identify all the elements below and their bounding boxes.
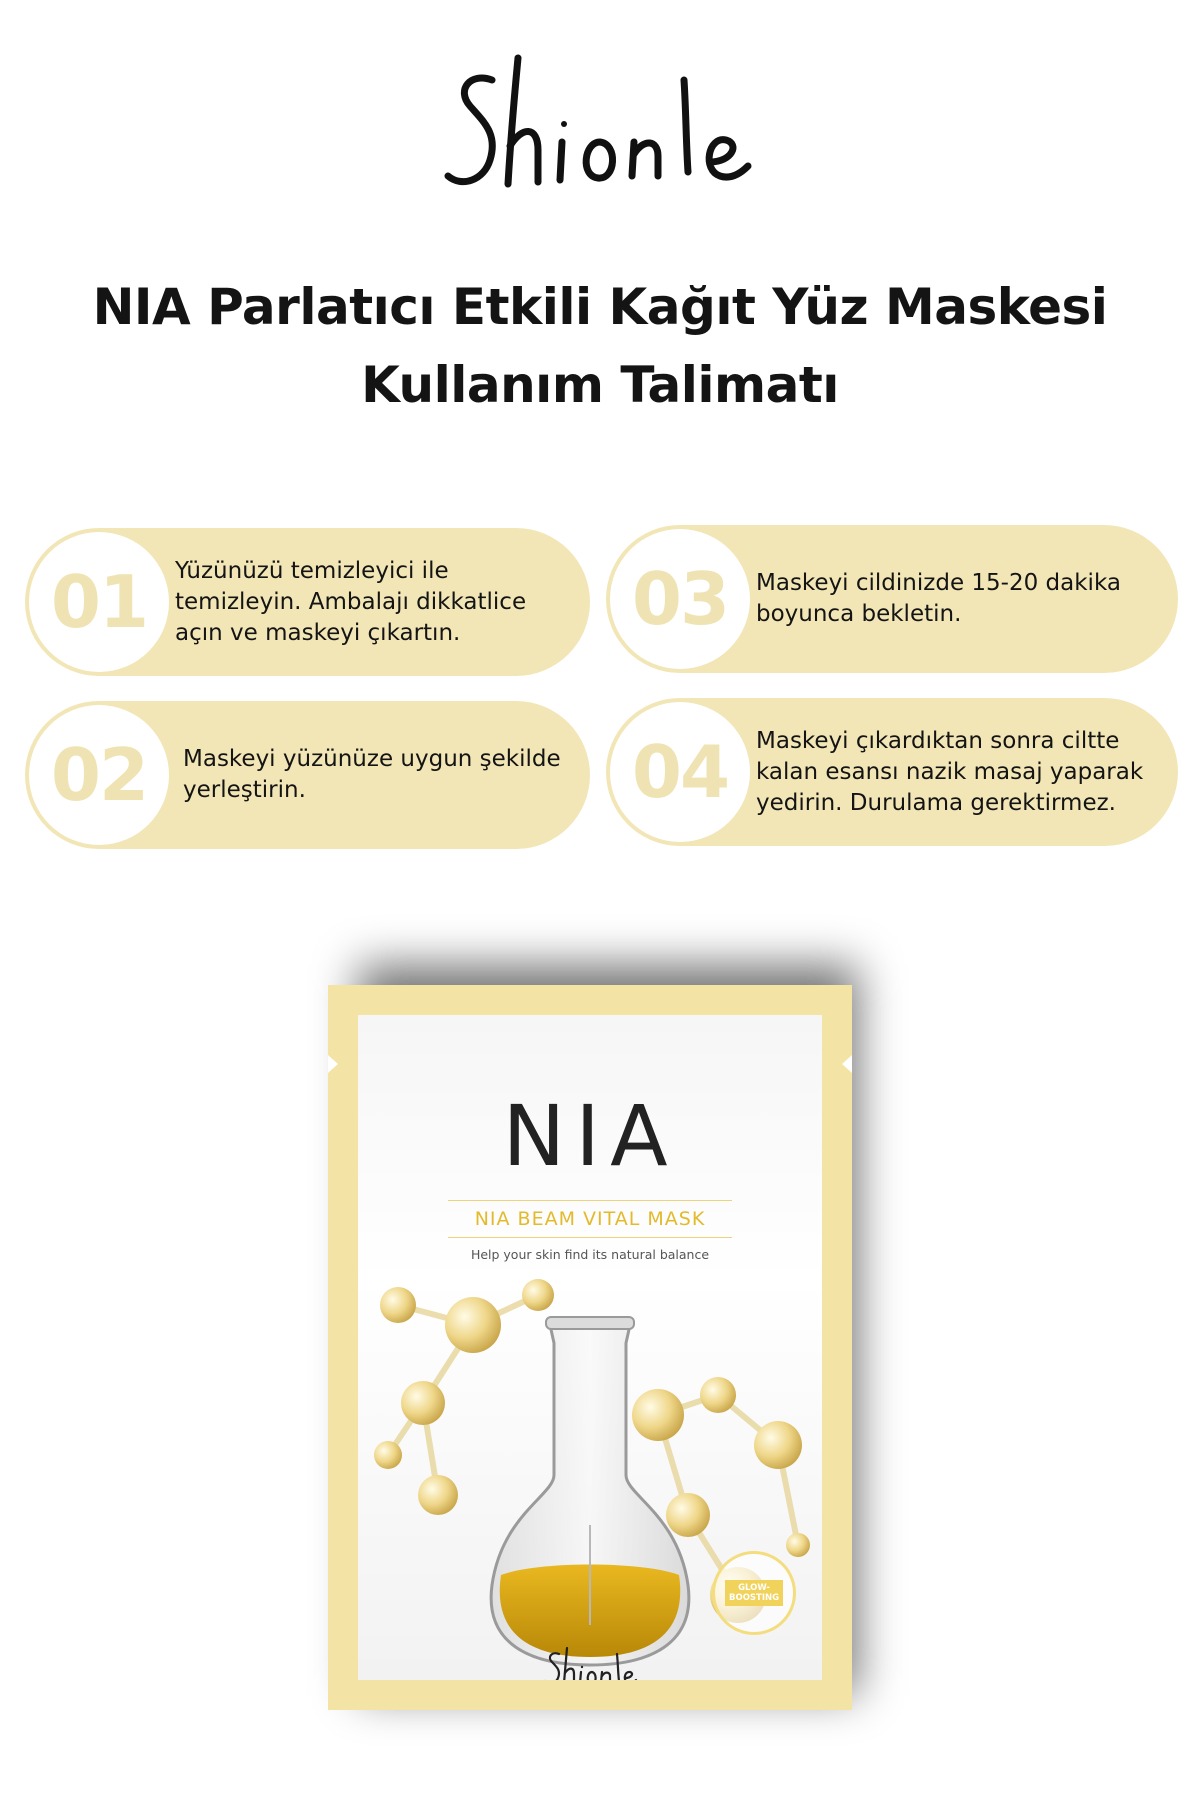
- page-title: [0, 268, 1200, 424]
- pack-front: [358, 1015, 822, 1680]
- step-text-content: Yüzünüzü temizleyici ile temizleyin. Ambalajı dikkatlice açın ve maskeyi çıkartın.: [175, 557, 527, 646]
- badge-label: GLOW-BOOSTING: [725, 1580, 783, 1606]
- step-card-02: [25, 701, 590, 849]
- pack-body: [328, 985, 852, 1710]
- product-name: NIA: [502, 1087, 678, 1185]
- pack-tear-notch-right: [842, 1055, 852, 1073]
- step-text: [183, 701, 562, 849]
- step-number: 02: [29, 705, 169, 845]
- step-text-content: Maskeyi çıkardıktan sonra ciltte kalan esansı nazik masaj yaparak yedirin. Durulama gerektirmez.: [756, 727, 1144, 816]
- step-text: [756, 698, 1150, 846]
- step-text: [756, 525, 1150, 673]
- product-subtitle: NIA BEAM VITAL MASK: [474, 1208, 706, 1230]
- brand-logo: [440, 50, 760, 220]
- step-card-01: [25, 528, 590, 676]
- step-text-content: Maskeyi yüzünüze uygun şekilde yerleştirin.: [183, 746, 561, 803]
- step-card-04: [606, 698, 1178, 846]
- step-text-content: Maskeyi cildinizde 15-20 dakika boyunca bekletin.: [756, 570, 1121, 627]
- step-card-03: [606, 525, 1178, 673]
- page-title-line-2: Kullanım Talimatı: [361, 356, 839, 414]
- glow-boosting-badge: [712, 1551, 796, 1635]
- step-number: 04: [610, 702, 750, 842]
- page-title-line-1: NIA Parlatıcı Etkili Kağıt Yüz Maskesi: [92, 278, 1108, 336]
- step-text: [175, 528, 562, 676]
- step-number: 01: [29, 532, 169, 672]
- subtitle-divider-bottom: [448, 1237, 732, 1238]
- step-number: 03: [610, 529, 750, 669]
- pack-brand-logo: [543, 1645, 638, 1680]
- product-pack: [328, 985, 852, 1710]
- subtitle-divider-top: [448, 1200, 732, 1201]
- pack-tear-notch-left: [328, 1055, 338, 1073]
- product-tagline: Help your skin find its natural balance: [470, 1247, 710, 1262]
